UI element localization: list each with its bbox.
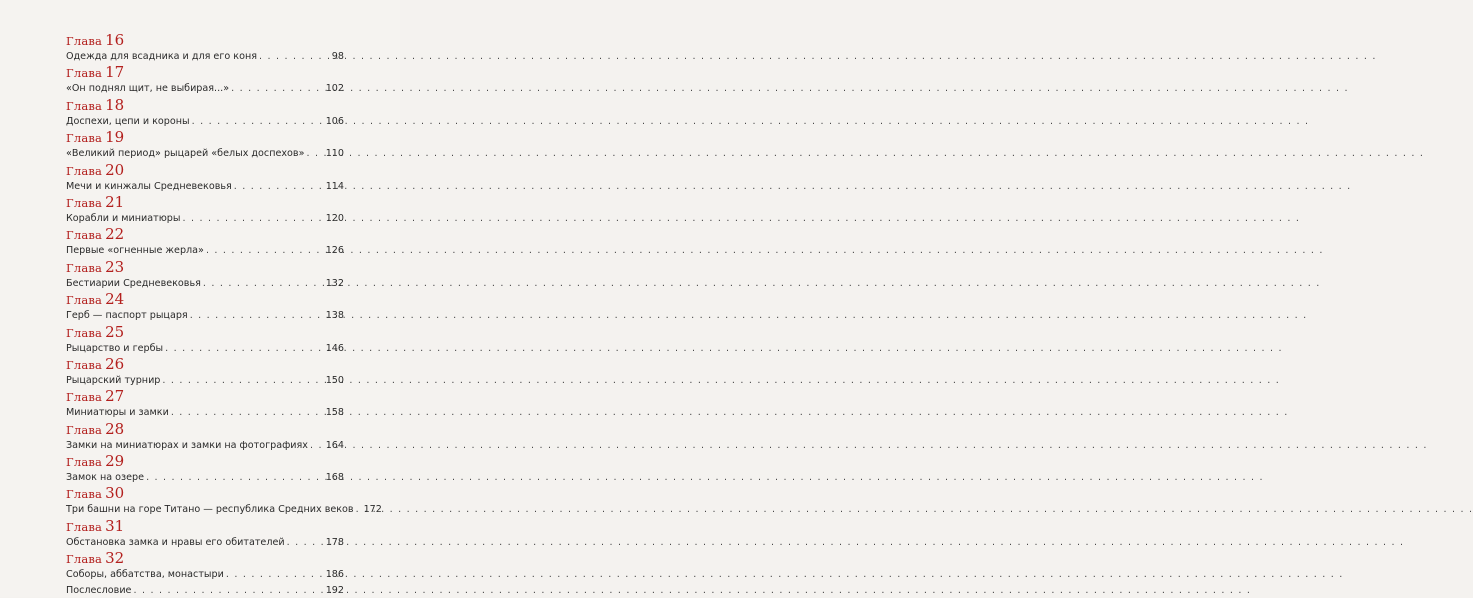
- afterword-title: Послесловие: [66, 584, 132, 596]
- dot-leader: [182, 211, 323, 226]
- dot-leader: [165, 341, 324, 356]
- toc-line: [66, 567, 344, 582]
- toc-line: [66, 179, 344, 194]
- page-number: 158: [325, 407, 344, 419]
- page-number: 126: [325, 245, 344, 257]
- page-number: 186: [325, 569, 344, 581]
- chapter-number: 25: [105, 322, 125, 341]
- chapter-title: «Он поднял щит, не выбирая...»: [66, 83, 230, 95]
- chapter-number: 20: [105, 160, 125, 179]
- toc-line: [66, 341, 344, 356]
- toc-line: [66, 49, 344, 64]
- page-number: 146: [325, 342, 344, 354]
- table-of-contents: [66, 31, 382, 598]
- chapter-number: 27: [105, 387, 125, 406]
- page-number: 132: [325, 277, 344, 289]
- toc-entry: [66, 162, 344, 194]
- toc-entry: [66, 324, 344, 356]
- chapter-word: Глава: [66, 325, 103, 340]
- toc-entry: [66, 356, 344, 388]
- chapter-heading: [66, 194, 344, 209]
- dot-leader: [231, 81, 324, 96]
- chapter-title: Рыцарство и гербы: [66, 342, 164, 354]
- page-number: 150: [325, 374, 344, 386]
- chapter-number: 28: [105, 419, 125, 438]
- toc-entry: [66, 518, 344, 550]
- chapter-word: Глава: [66, 390, 103, 405]
- chapter-title: Герб — паспорт рыцаря: [66, 310, 188, 322]
- toc-entry: [66, 259, 344, 291]
- page-number: 114: [325, 180, 344, 192]
- page-number: 164: [325, 439, 344, 451]
- dot-leader: [287, 535, 324, 550]
- toc-line: [66, 81, 344, 96]
- chapter-number: 32: [105, 549, 125, 568]
- toc-line: [66, 438, 344, 453]
- chapter-title: Замки на миниатюрах и замки на фотографиях: [66, 439, 308, 451]
- chapter-word: Глава: [66, 260, 103, 275]
- dot-leader: [133, 583, 323, 598]
- chapter-title: Мечи и кинжалы Средневековья: [66, 180, 232, 192]
- page-number: 168: [325, 472, 344, 484]
- chapter-word: Глава: [66, 66, 103, 81]
- toc-line: [66, 114, 344, 129]
- chapter-heading: [66, 32, 344, 47]
- chapter-title: Обстановка замка и нравы его обитателей: [66, 536, 285, 548]
- afterword-line: [66, 583, 344, 598]
- toc-entry: [66, 129, 344, 161]
- chapter-title: Соборы, аббатства, монастыри: [66, 569, 224, 581]
- chapter-heading: [66, 225, 344, 244]
- chapter-word: Глава: [66, 422, 103, 437]
- toc-line: [66, 243, 344, 258]
- chapter-word: Глава: [66, 519, 103, 534]
- chapter-heading: [66, 387, 344, 406]
- chapter-number: 31: [105, 516, 125, 535]
- chapter-heading: [66, 162, 344, 177]
- toc-entry: [66, 421, 344, 453]
- chapter-number: 30: [105, 484, 125, 503]
- toc-entry: [66, 97, 344, 129]
- dot-leader: [171, 405, 324, 420]
- chapter-number: 18: [105, 95, 125, 114]
- chapter-heading: [66, 63, 344, 82]
- chapter-word: Глава: [66, 487, 103, 502]
- page-number: 120: [325, 212, 344, 224]
- chapter-number: 21: [105, 192, 125, 211]
- dot-leader: [203, 276, 324, 291]
- dot-leader: [192, 114, 324, 129]
- chapter-word: Глава: [66, 34, 103, 48]
- toc-line: [66, 308, 344, 323]
- page-number: 138: [325, 310, 344, 322]
- page-number: 110: [325, 148, 344, 160]
- chapter-heading: [66, 549, 344, 568]
- toc-line: [66, 276, 344, 291]
- page-number: 102: [325, 83, 344, 95]
- chapter-word: Глава: [66, 163, 103, 178]
- toc-entry: [66, 194, 344, 226]
- chapter-title: Доспехи, цепи и короны: [66, 115, 190, 127]
- chapter-number: 16: [105, 31, 125, 49]
- toc-entry: [66, 550, 344, 582]
- chapter-word: Глава: [66, 357, 103, 372]
- chapter-heading: [66, 128, 344, 147]
- dot-leader: [226, 567, 324, 582]
- book-page: [0, 0, 400, 597]
- chapter-heading: [66, 290, 344, 309]
- toc-entry: [66, 484, 382, 517]
- chapter-title: Замок на озере: [66, 472, 145, 484]
- chapter-heading: [66, 324, 344, 339]
- chapter-number: 19: [105, 128, 125, 147]
- chapter-number: 24: [105, 290, 125, 309]
- chapter-word: Глава: [66, 293, 103, 308]
- chapter-title: Корабли и миниатюры: [66, 212, 181, 224]
- dot-leader: [206, 243, 324, 258]
- toc-entry: [66, 291, 344, 323]
- chapter-word: Глава: [66, 98, 103, 113]
- toc-entry: [66, 453, 344, 485]
- chapter-heading: [66, 484, 344, 503]
- dot-leader: [146, 470, 324, 485]
- chapter-number: 23: [105, 257, 125, 276]
- chapter-word: Глава: [66, 455, 103, 470]
- chapter-heading: [66, 97, 344, 112]
- chapter-word: Глава: [66, 552, 103, 567]
- chapter-heading: [66, 518, 344, 533]
- chapter-number: 26: [105, 354, 125, 373]
- chapter-title: Одежда для всадника и для его коня: [66, 51, 257, 62]
- toc-line: [66, 502, 382, 517]
- chapter-title: Три башни на горе Титано — республика Средних веков: [66, 504, 354, 516]
- page-number: 106: [325, 115, 344, 127]
- chapter-heading: [66, 356, 344, 371]
- chapter-heading: [66, 259, 344, 274]
- toc-entry: [66, 226, 344, 258]
- chapter-title: «Великий период» рыцарей «белых доспехов»: [66, 148, 305, 160]
- dot-leader: [259, 49, 330, 64]
- dot-leader: [234, 179, 324, 194]
- chapter-title: Бестиарии Средневековья: [66, 277, 201, 289]
- chapter-number: 29: [105, 452, 125, 471]
- chapter-title: Миниатюры и замки: [66, 407, 169, 419]
- chapter-heading: [66, 421, 344, 436]
- chapter-word: Глава: [66, 228, 103, 243]
- page-number: 172: [363, 504, 382, 516]
- chapter-title: Рыцарский турнир: [66, 374, 161, 386]
- toc-entry: [66, 64, 344, 96]
- toc-line: [66, 405, 344, 420]
- dot-leader: [306, 146, 323, 161]
- chapter-number: 22: [105, 225, 125, 244]
- dot-leader: [190, 308, 324, 323]
- toc-line: [66, 470, 344, 485]
- dot-leader: [356, 502, 362, 517]
- dot-leader: [162, 373, 323, 388]
- chapter-word: Глава: [66, 131, 103, 146]
- dot-leader: [310, 438, 324, 453]
- chapter-title: Первые «огненные жерла»: [66, 245, 204, 257]
- chapter-number: 17: [105, 63, 125, 82]
- page-number: 192: [325, 584, 344, 596]
- toc-entry: [66, 388, 344, 420]
- toc-line: [66, 146, 344, 161]
- toc-line: [66, 373, 344, 388]
- chapter-word: Глава: [66, 195, 103, 210]
- page-number: 98: [331, 51, 344, 62]
- toc-line: [66, 211, 344, 226]
- toc-entry: [66, 32, 344, 64]
- toc-line: [66, 535, 344, 550]
- page-number: 178: [325, 536, 344, 548]
- chapter-heading: [66, 452, 344, 471]
